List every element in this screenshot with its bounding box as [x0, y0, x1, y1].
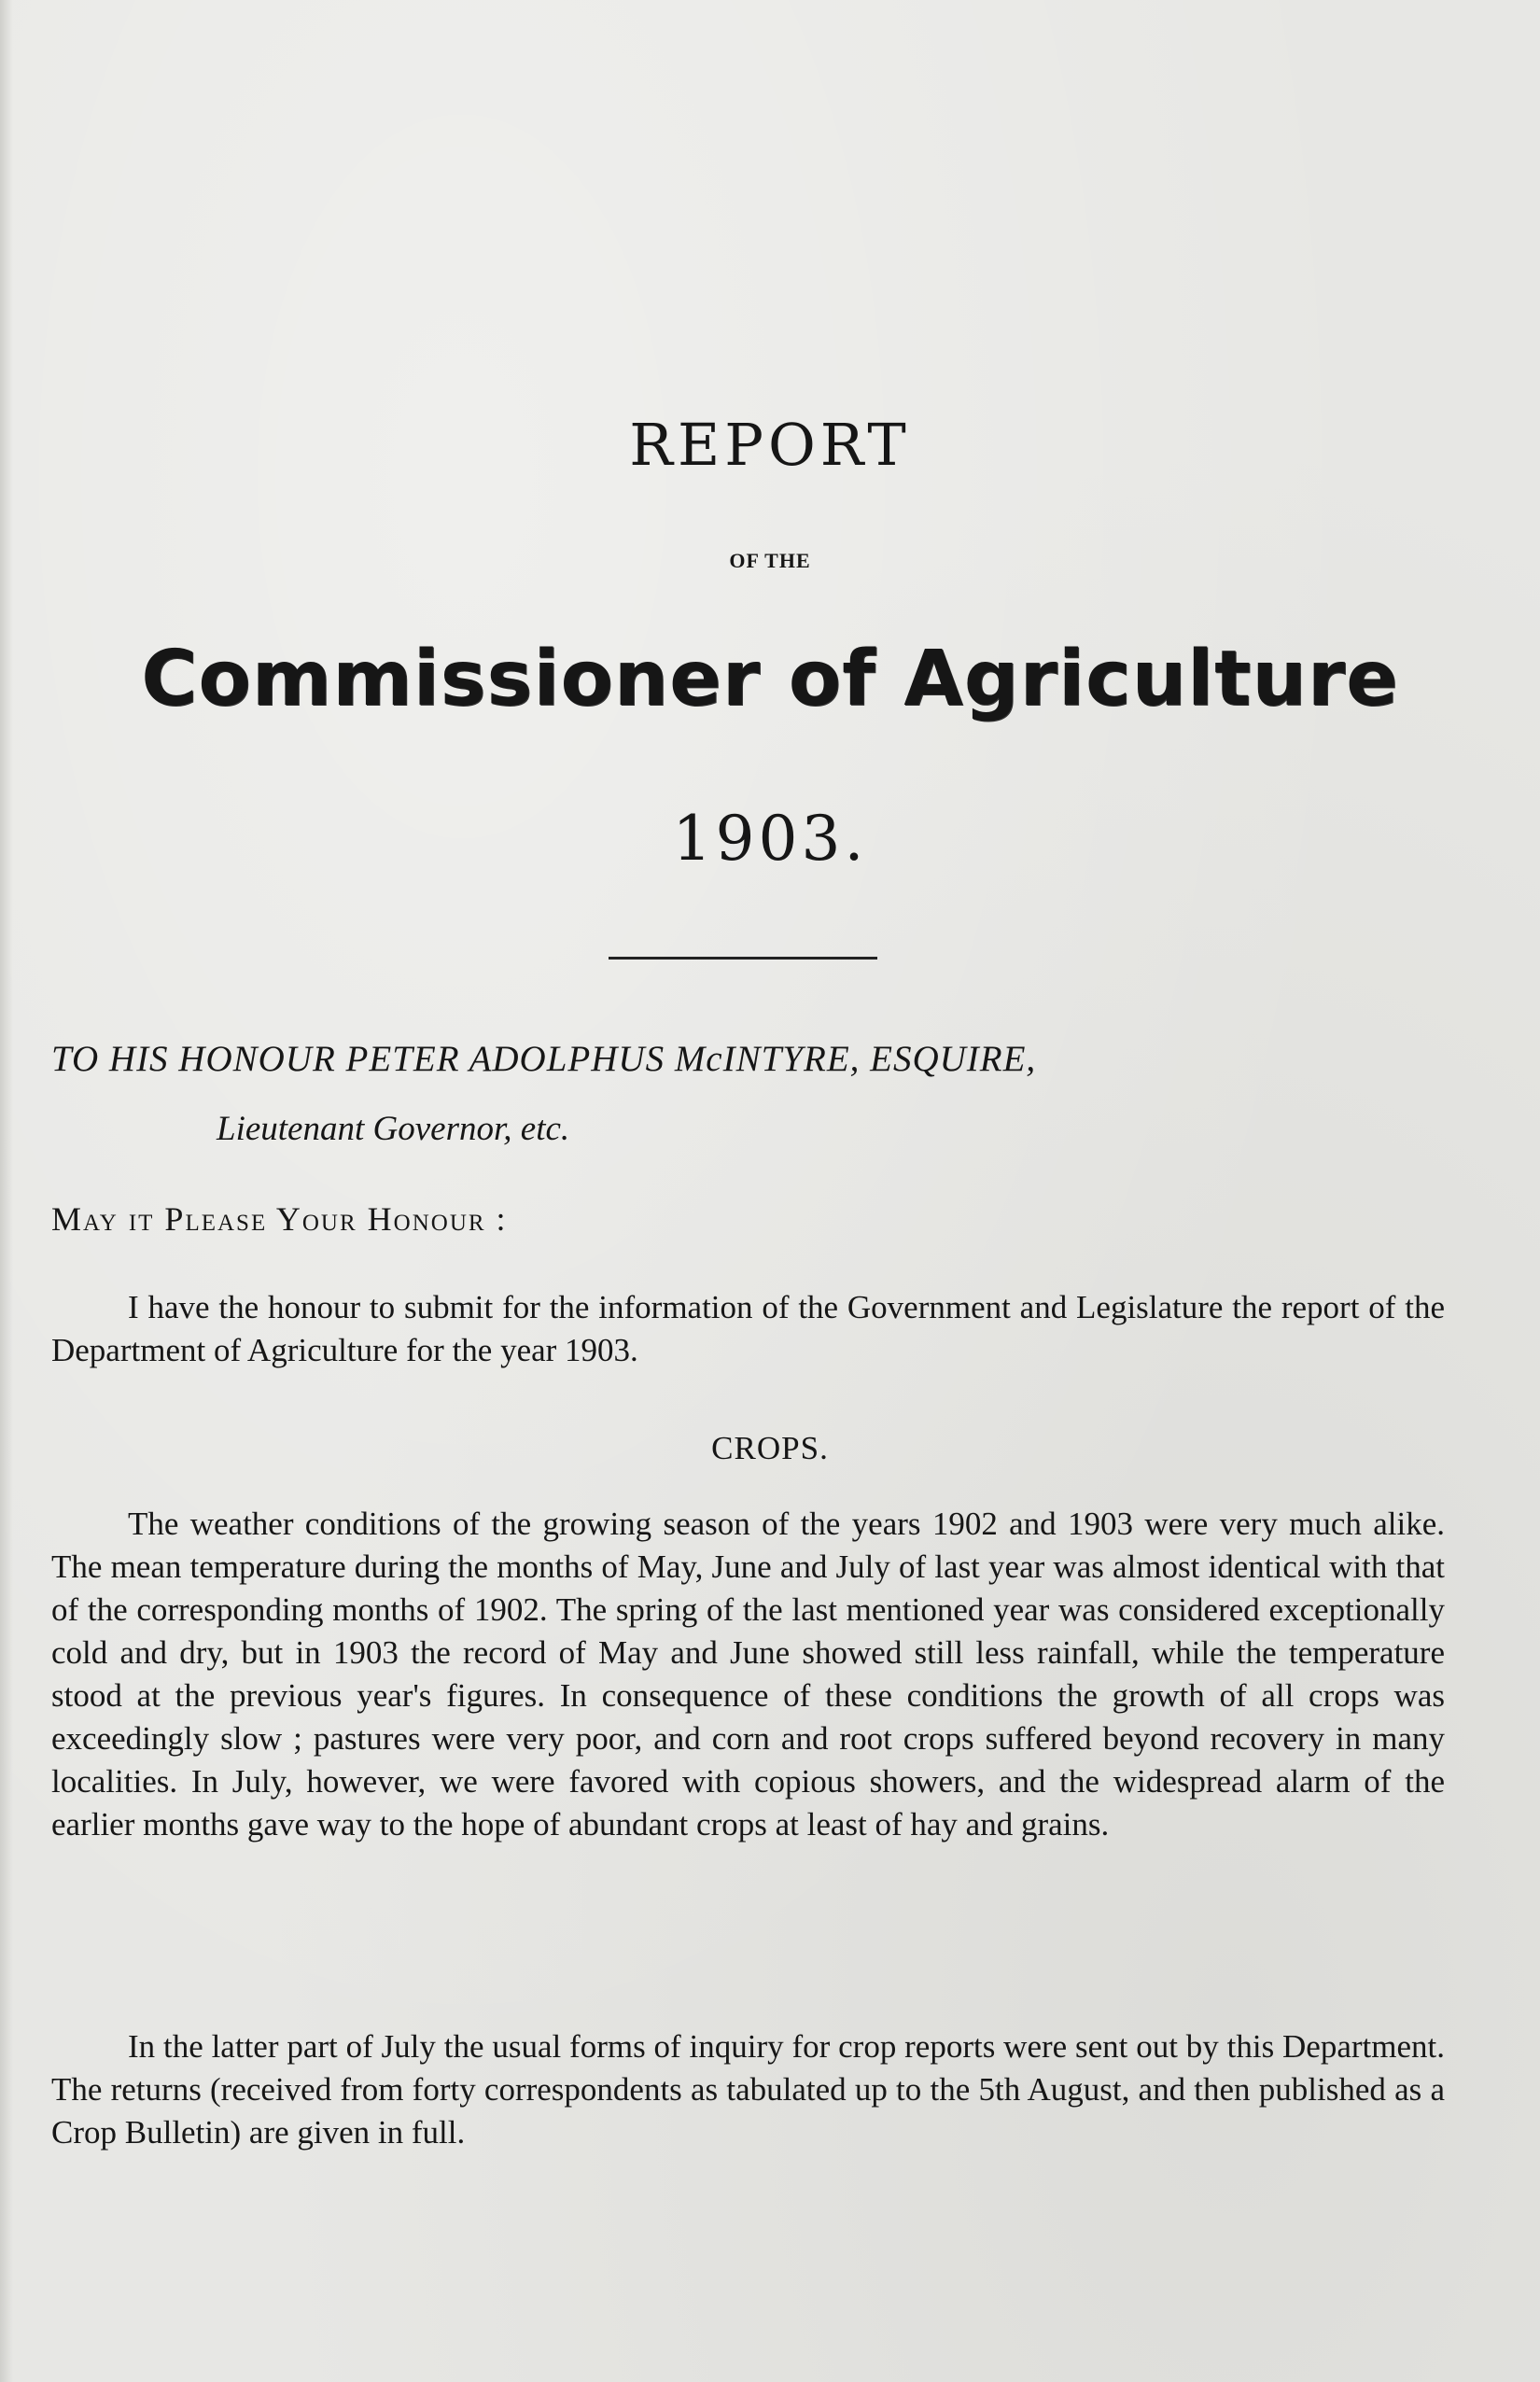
page-edge-shadow	[0, 0, 13, 2382]
crops-paragraph-1: The weather conditions of the growing season of the years 1902 and 1903 were very much alike. The mean temperature during the months of May, June and July of last year was almost identical with that of the corresponding months of 1902. The spring of the last mentioned year was considered exceptionally cold and dry, but in 1903 the record of May and June showed still less rainfall, while the temperature stood at the previous year's figures. In consequence of these conditions the growth of all crops was exceedingly slow ; pastures were very poor, and corn and root crops suffered beyond recovery in many localities. In July, however, we were favored with copious showers, and the widespread alarm of the earlier months gave way to the hope of abundant crops at least of hay and grains.	[51, 1506, 1445, 1843]
salutation: May it Please Your Honour :	[51, 1200, 508, 1238]
document-title: Commissioner of Agriculture	[141, 635, 1399, 723]
crops-paragraph-2: In the latter part of July the usual forms of inquiry for crop reports were sent out by this Department. The returns (received from forty correspondents as tabulated up to the 5th August, and then published as a Crop Bulletin) are given in full.	[51, 2028, 1445, 2151]
address-recipient: TO HIS HONOUR PETER ADOLPHUS McINTYRE, ESQUIRE,	[51, 1039, 1037, 1079]
title-divider	[609, 957, 877, 960]
of-the-label: OF THE	[729, 549, 811, 572]
report-heading: REPORT	[629, 411, 911, 479]
report-year: 1903.	[672, 803, 868, 875]
intro-paragraph: I have the honour to submit for the information of the Government and Legislature the report of the Department of Agriculture for the year 1903.	[51, 1289, 1445, 1368]
address-title: Lieutenant Governor, etc.	[217, 1110, 570, 1148]
section-heading-crops: CROPS.	[711, 1430, 829, 1466]
